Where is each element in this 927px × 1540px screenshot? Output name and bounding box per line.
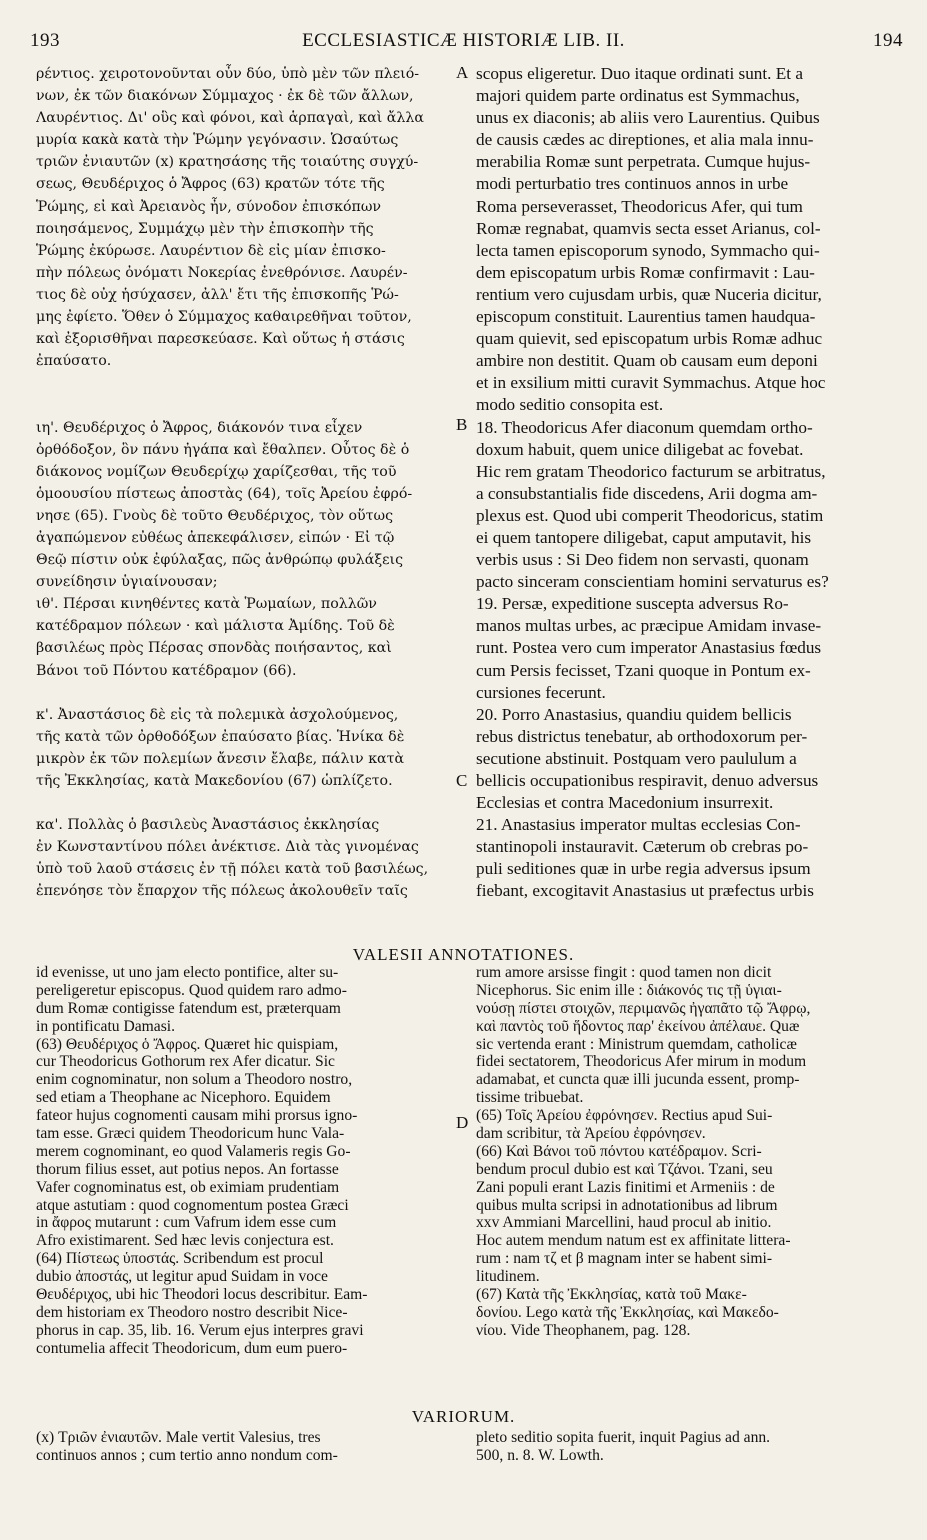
text-line: bendum procul dubio est καὶ Τζάνοι. Tzani, seu: [476, 1160, 773, 1178]
valesii-notes-right: [476, 964, 894, 1340]
text-line: a consubstantialis fide discedens, Arii dogma am-: [476, 483, 818, 503]
text-line: ei quem tantopere diligebat, caput amputavit, his: [476, 527, 812, 547]
text-line: runt. Postea vero cum imperator Anastasius fœdus: [476, 638, 822, 658]
text-line: cum Persis fecisset, Tzani quoque in Pontum ex-: [476, 660, 811, 680]
text-line: καὶ ἐξορισθῆναι παρεσκεύασε. Καὶ οὕτως ἡ στάσις: [36, 331, 405, 348]
text-line: Θεῷ πίστιν οὐκ ἐφύλαξας, πῶς ἀνθρώπῳ φυλάξεις: [36, 552, 404, 569]
variorum-heading: VARIORUM.: [411, 1407, 516, 1426]
text-line: xxv Ammiani Marcellini, haud procul ab initio.: [476, 1214, 772, 1232]
text-line: 21. Anastasius imperator multas ecclesias Con-: [476, 815, 801, 835]
text-line: τιος δὲ οὐχ ἡσύχασεν, ἀλλ' ἔτι τῆς ἐπισκοπῆς Ῥώ-: [36, 286, 399, 303]
margin-letter-c: C: [456, 771, 468, 790]
text-line: [36, 792, 456, 814]
text-line: id evenisse, ut uno jam electo pontifice, alter su-: [36, 964, 339, 981]
text-line: pereligeretur episcopus. Quod quidem raro admo-: [36, 981, 347, 999]
text-line: sic vertenda erant : Ministrum quemdam, catholicæ: [476, 1035, 797, 1053]
text-line: πὴν πόλεως ὀνόματι Νοκερίας ἐνεθρόνισε. Λαυρέν-: [36, 264, 408, 281]
text-line: cur Theodoricus Gothorum rex Afer dicatur. Sic: [36, 1053, 335, 1071]
text-line: μικρὸν ἐκ τῶν πολεμίων ἄνεσιν ἔλαβε, πάλιν κατὰ: [36, 750, 405, 767]
text-line: dubio ἀποστάς, ut legitur apud Suidam in voce: [36, 1268, 328, 1286]
text-line: Θευδέριχος, ubi hic Theodori locus describitur. Eam-: [36, 1286, 368, 1304]
text-line: merem cognominant, eo quod Valameris regis Go-: [36, 1142, 351, 1160]
text-line: 19. Persæ, expeditione suscepta adversus Ro-: [476, 594, 789, 614]
text-line: νησε (65). Γνοὺς δὲ τοῦτο Θευδέριχος, τὸν οὕτως: [36, 507, 394, 524]
text-line: τῆς κατὰ τῶν ὀρθοδόξων ἐπαύσατο βίας. Ἡνίκα δὲ: [36, 728, 405, 745]
text-line: Βάνοι τοῦ Πόντου κατέδραμον (66).: [36, 662, 297, 679]
text-line: fateor hujus cognomenti causam mihi prorsus igno-: [36, 1107, 358, 1125]
text-line: modo seditio consopita est.: [476, 395, 664, 415]
text-line: ὀρθόδοξον, ὃν πάνυ ἠγάπα καὶ ἔθαλπεν. Οὗτος δὲ ὁ: [36, 441, 410, 458]
text-line: σεως, Θευδέριχος ὁ Ἄφρος (63) κρατῶν τότε τῆς: [36, 176, 385, 193]
greek-text-column: [36, 63, 456, 903]
text-line: (66) Καὶ Βάνοι τοῦ πόντου κατέδραμον. Scri-: [476, 1142, 762, 1160]
text-line: contumelia affecit Theodoricum, dum eum puero-: [36, 1339, 348, 1357]
text-line: ποιησάμενος, Συμμάχῳ μὲν τὴν ἐπισκοπὴν τῆς: [36, 220, 374, 237]
text-line: pleto seditio sopita fuerit, inquit Pagius ad ann.: [476, 1429, 771, 1446]
text-line: ὁμοουσίου πίστεως ἀποστὰς (64), τοῖς Ἀρείου ἐφρό-: [36, 485, 413, 502]
text-line: 18. Theodoricus Afer diaconum quemdam ortho-: [476, 417, 813, 437]
text-line: (65) Τοῖς Ἀρείου ἐφρόνησεν. Rectius apud Sui-: [476, 1107, 773, 1125]
text-line: νίου. Vide Theophanem, pag. 128.: [476, 1321, 691, 1339]
text-line: doxum habuit, quem unice diligebat ac fovebat.: [476, 439, 804, 459]
text-line: (67) Κατὰ τῆς Ἐκκλησίας, κατὰ τοῦ Μακε-: [476, 1286, 747, 1304]
text-line: modi perturbatio tres continuos annos in urbe: [476, 174, 789, 194]
valesii-heading: VALESII ANNOTATIONES.: [352, 945, 575, 964]
text-line: μυρία κακὰ κατὰ τὴν Ῥώμην γεγόνασιν. Ὡσαύτως: [36, 132, 399, 149]
text-line: tam esse. Græci quidem Theodoricum hunc Vala-: [36, 1125, 345, 1143]
text-line: Zani populi erant Lazis finitimi et Armeniis : de: [476, 1178, 775, 1196]
text-line: καὶ παντὸς τοῦ ἥδοντος παρ' ἐκείνου ἀπέλαυε. Quæ: [476, 1017, 800, 1035]
text-line: dem episcopatum urbis Romæ confirmavit : Lau-: [476, 262, 815, 282]
running-title: ECCLESIASTICÆ HISTORIÆ LIB. II.: [302, 30, 625, 51]
text-line: Romæ regnabat, quamvis secta esset Arianus, col-: [476, 218, 821, 238]
text-line: unus ex diaconis; ab aliis vero Laurentius. Quibus: [476, 108, 820, 128]
text-line: κ'. Ἀναστάσιος δὲ εἰς τὰ πολεμικὰ ἀσχολούμενος,: [36, 706, 399, 723]
valesii-notes-left: [36, 964, 460, 1358]
latin-text-column: [476, 63, 891, 903]
text-line: Afro existimarent. Sed hæc levis conjectura est.: [36, 1232, 334, 1250]
text-line: βασιλέως πρὸς Πέρσας σπονδὰς ποιήσαντος, καὶ: [36, 640, 392, 657]
text-line: νούσῃ πίστει στοιχῶν, περιμανῶς ἠγαπᾶτο τῷ Ἄφρῳ,: [476, 999, 811, 1017]
text-line: scopus eligeretur. Duo itaque ordinati sunt. Et a: [476, 64, 803, 83]
text-line: adamabat, et cuncta quæ illi jucunda essent, promp-: [476, 1071, 800, 1089]
text-line: [36, 682, 456, 704]
text-line: in pontificatu Damasi.: [36, 1017, 176, 1035]
text-line: plexus est. Quod ubi comperit Theodoricus, statim: [476, 505, 824, 525]
text-line: ἐν Κωνσταντίνου πόλει ἀνέκτισε. Διὰ τὰς γινομένας: [36, 839, 419, 856]
text-line: secutione abstinuit. Postquam vero paululum a: [476, 748, 797, 768]
text-line: pacto sinceram conscientiam homini servaturus es?: [476, 572, 829, 592]
text-line: ἀγαπώμενον εὐθέως ἀπεκεφάλισεν, εἰπών · Εἰ τῷ: [36, 529, 395, 546]
text-line: continuos annos ; cum tertio anno nondum com-: [36, 1446, 338, 1464]
text-line: merabilia Romæ sunt perpetrata. Cumque hujus-: [476, 152, 811, 172]
text-line: διάκονος νομίζων Θευδερίχῳ χαρίζεσθαι, τῆς τοῦ: [36, 463, 397, 480]
text-line: ἐπενόησε τὸν ἔπαρχον τῆς πόλεως ἀκολουθεῖν ταῖς: [36, 883, 408, 900]
left-page-number: 193: [30, 30, 60, 51]
text-line: dam scribitur, τὰ Ἀρείου ἐφρόνησεν.: [476, 1125, 706, 1143]
text-line: κα'. Πολλὰς ὁ βασιλεὺς Ἀναστάσιος ἐκκλησίας: [36, 817, 380, 834]
margin-letter-d: D: [456, 1113, 469, 1132]
text-line: (x) Τριῶν ἐνιαυτῶν. Male vertit Valesius, tres: [36, 1429, 321, 1446]
text-line: (63) Θευδέριχος ὁ Ἄφρος. Quæret hic quispiam,: [36, 1035, 339, 1053]
text-line: rum amore arsisse fingit : quod tamen non dicit: [476, 964, 772, 981]
text-line: [36, 394, 456, 416]
text-line: ιη'. Θευδέριχος ὁ Ἄφρος, διάκονόν τινα εἶχεν: [36, 419, 363, 436]
text-line: συνείδησιν ὑγιαίνουσαν;: [36, 574, 218, 591]
text-line: cursiones fecerunt.: [476, 682, 606, 702]
text-line: puli seditiones quæ in urbe regia adversus ipsum: [476, 859, 811, 879]
margin-letter-a: A: [456, 63, 469, 82]
text-line: litudinem.: [476, 1268, 540, 1286]
text-line: κατέδραμον πόλεων · καὶ μάλιστα Ἀμίδης. Τοῦ δὲ: [36, 618, 395, 635]
text-line: dem historiam ex Theodoro nostro describit Nice-: [36, 1303, 348, 1321]
text-line: ambire non destitit. Quam ob causam eum deponi: [476, 351, 818, 371]
text-line: Ecclesias et contra Macedonium insurrexit.: [476, 793, 774, 813]
text-line: ρέντιος. χειροτονοῦνται οὖν δύο, ὑπὸ μὲν τῶν πλειό-: [36, 66, 420, 82]
text-line: Vafer cognominatus est, ob eximiam prudentiam: [36, 1178, 340, 1196]
text-line: [36, 372, 456, 394]
text-line: Ῥώμης, εἰ καὶ Ἀρειανὸς ἦν, σύνοδον ἐπισκόπων: [36, 198, 382, 215]
text-line: in ἄφρος mutarunt : cum Vafrum idem esse cum: [36, 1214, 337, 1232]
text-line: de causis cædes ac direptiones, et alia mala innu-: [476, 130, 814, 150]
text-line: νων, ἐκ τῶν διακόνων Σύμμαχος · ἐκ δὲ τῶν ἄλλων,: [36, 88, 414, 105]
text-line: δονίου. Lego κατὰ τῆς Ἐκκλησίας, καὶ Μακεδο-: [476, 1303, 779, 1321]
text-line: μης ἐφίετο. Ὅθεν ὁ Σύμμαχος καθαιρεθῆναι τοῦτον,: [36, 309, 412, 326]
text-line: rentium vero cujusdam urbis, quæ Nuceria dicitur,: [476, 284, 822, 304]
text-line: ἐπαύσατο.: [36, 353, 112, 370]
text-line: τριῶν ἐνιαυτῶν (x) κρατησάσης τῆς τοιαύτης συγχύ-: [36, 154, 419, 171]
text-line: verbis usus : Si Deo fidem non servasti, quonam: [476, 550, 809, 570]
text-line: 20. Porro Anastasius, quandiu quidem bellicis: [476, 704, 792, 724]
text-line: Λαυρέντιος. Δι' οὓς καὶ φόνοι, καὶ ἁρπαγαὶ, καὶ ἄλλα: [36, 110, 424, 127]
text-line: episcopum constituit. Laurentius tamen haudqua-: [476, 307, 816, 327]
variorum-notes-left: [36, 1429, 460, 1465]
variorum-notes-right: [476, 1429, 894, 1465]
text-line: sed etiam a Theophane ac Nicephoro. Equidem: [36, 1089, 331, 1107]
text-line: ιθ'. Πέρσαι κινηθέντες κατὰ Ῥωμαίων, πολλῶν: [36, 596, 377, 613]
text-line: fiebant, excogitavit Anastasius ut præfectus urbis: [476, 881, 814, 901]
text-line: quam quievit, sed episcopatum urbis Romæ adhuc: [476, 329, 823, 349]
text-line: thorum filius esset, aut potius nepos. An fortasse: [36, 1160, 339, 1178]
text-line: Roma perseverasset, Theodoricus Afer, qui tum: [476, 196, 803, 216]
text-line: rebus districtus tenebatur, ab orthodoxorum per-: [476, 726, 808, 746]
text-line: quibus multa scripsi in adnotationibus ad librum: [476, 1196, 778, 1214]
text-line: phorus in cap. 35, lib. 16. Verum ejus interpres gravi: [36, 1321, 364, 1339]
text-line: fidei sectatorem, Theodoricus Afer mirum in modum: [476, 1053, 807, 1071]
text-line: Hic rem gratam Theodorico facturum se arbitratus,: [476, 461, 826, 481]
text-line: Nicephorus. Sic enim ille : διάκονός τις τῇ ὑγιαι-: [476, 981, 782, 999]
text-line: majori quidem parte ordinatus est Symmachus,: [476, 86, 800, 106]
text-line: stantinopoli instauravit. Cæterum ob crebras po-: [476, 837, 809, 857]
text-line: lecta tamen episcoporum synodo, Symmacho qui-: [476, 240, 820, 260]
text-line: τῆς Ἐκκλησίας, κατὰ Μακεδονίου (67) ὡπλίζετο.: [36, 773, 393, 789]
text-line: enim cognominatur, non solum a Theodoro nostro,: [36, 1071, 353, 1089]
text-line: rum : nam τζ et β magnam inter se habent simi-: [476, 1250, 773, 1268]
text-line: tissime tribuebat.: [476, 1089, 584, 1107]
text-line: manos multas urbes, ac præcipue Amidam invase-: [476, 616, 822, 636]
text-line: bellicis occupationibus respiravit, denuo adversus: [476, 771, 819, 790]
right-page-number: 194: [873, 30, 903, 51]
text-line: Ῥώμης ἐκύρωσε. Λαυρέντιον δὲ εἰς μίαν ἐπισκο-: [36, 242, 386, 259]
text-line: et in exsilium mitti curavit Symmachus. Atque hoc: [476, 373, 826, 393]
text-line: (64) Πίστεως ὑποστάς. Scribendum est procul: [36, 1250, 324, 1268]
text-line: dum Romæ contigisse fatendum est, præterquam: [36, 999, 341, 1017]
text-line: ὑπὸ τοῦ λαοῦ στάσεις ἐν τῇ πόλει κατὰ τοῦ βασιλέως,: [36, 861, 429, 878]
text-line: 500, n. 8. W. Lowth.: [476, 1446, 604, 1464]
text-line: Hoc autem mendum natum est ex affinitate littera-: [476, 1232, 791, 1250]
margin-letter-b: B: [456, 415, 468, 434]
text-line: atque astutiam : quod cognomentum postea Græci: [36, 1196, 349, 1214]
